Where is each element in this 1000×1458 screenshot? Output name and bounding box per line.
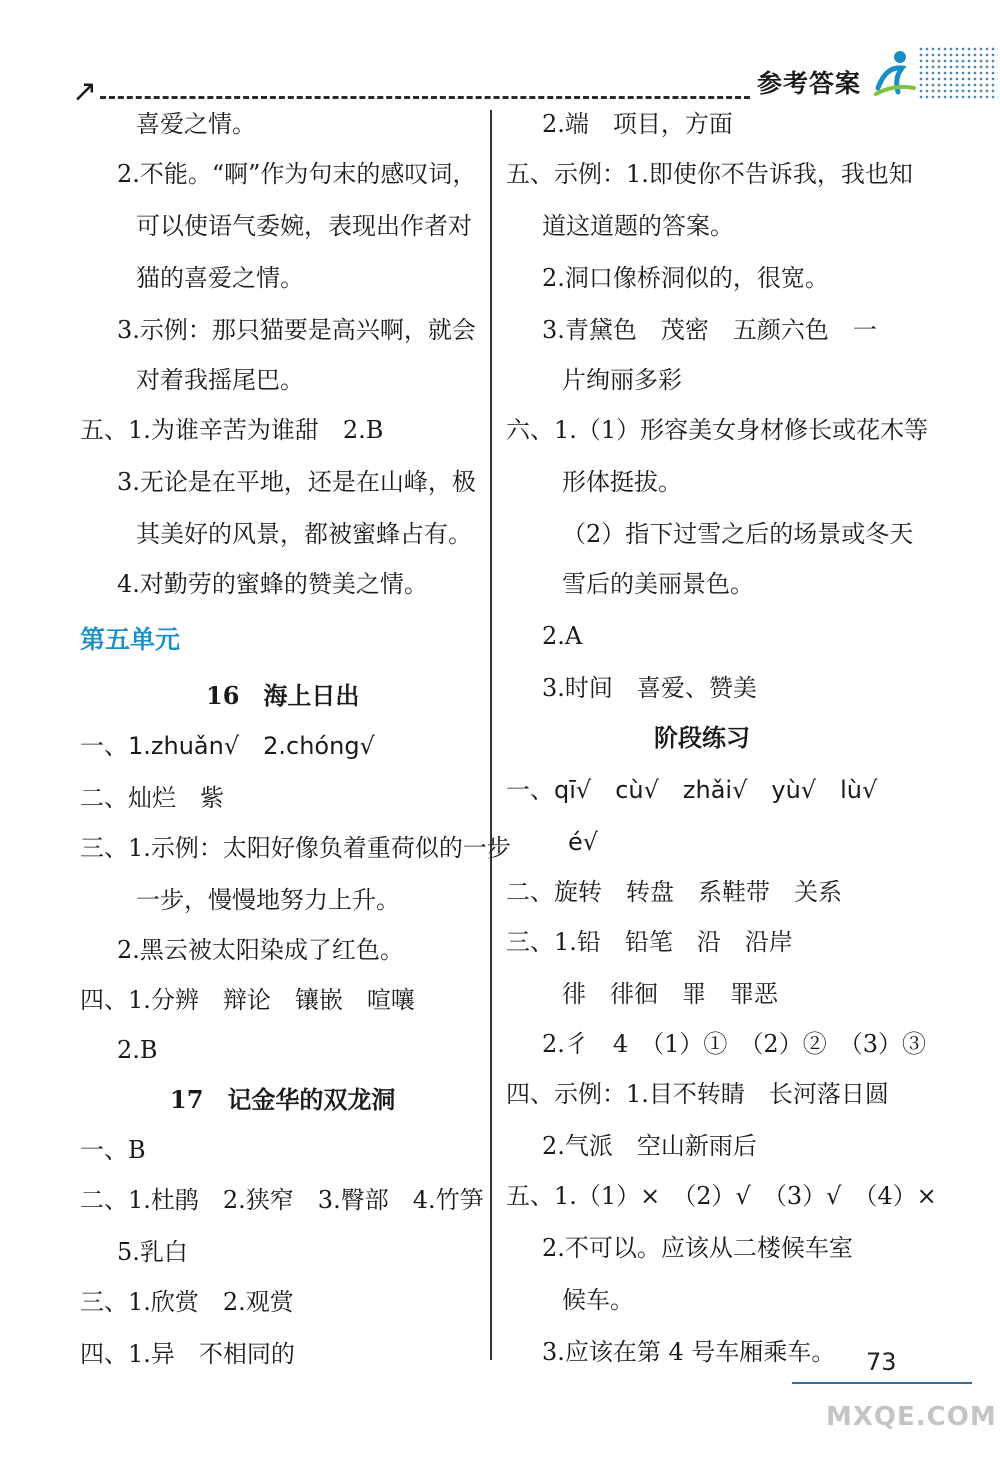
text-line: 三、1.示例：太阳好像负着重荷似的一步	[80, 834, 511, 862]
section-heading: 第五单元	[80, 625, 181, 654]
header-title: 参考答案	[757, 69, 862, 98]
text-line: 六、1.（1）形容美女身材修长或花木等	[506, 416, 929, 444]
text-line: 一、1.zhuǎn√ 2.chóng√	[80, 732, 375, 760]
text-line: 4.对勤劳的蜜蜂的赞美之情。	[117, 570, 428, 598]
text-line: 猫的喜爱之情。	[136, 264, 304, 292]
text-line: 3.青黛色 茂密 五颜六色 一	[542, 316, 877, 344]
text-line: 2.不能。“啊”作为句末的感叹词，	[117, 160, 477, 188]
text-line: 一、qī√ cù√ zhǎi√ yù√ lù√	[506, 776, 878, 804]
text-line: 喜爱之情。	[136, 110, 256, 138]
text-line: 3.应该在第 4 号车厢乘车。	[542, 1338, 836, 1366]
text-line: 2.B	[117, 1036, 158, 1064]
watermark-text: MXQE.COM	[826, 1402, 997, 1432]
text-line: 二、灿烂 紫	[80, 784, 224, 812]
text-line: 3.时间 喜爱、赞美	[542, 674, 757, 702]
text-line: 5.乳白	[117, 1238, 188, 1266]
column-divider	[490, 110, 492, 1360]
text-line: 2.不可以。应该从二楼候车室	[542, 1234, 853, 1262]
text-line: 三、1.欣赏 2.观赏	[80, 1288, 294, 1316]
decorative-dots	[918, 46, 998, 100]
figure-logo-icon	[872, 48, 916, 98]
text-line: 片绚丽多彩	[562, 366, 682, 394]
text-line: 2.彳 4 （1）① （2）② （3）③	[542, 1030, 926, 1058]
text-line: 3.无论是在平地，还是在山峰，极	[117, 468, 476, 496]
text-line: 一步，慢慢地努力上升。	[136, 886, 400, 914]
lesson-title: 16 海上日出	[206, 681, 360, 710]
text-line: 二、旋转 转盘 系鞋带 关系	[506, 878, 842, 906]
text-line: 四、1.异 不相同的	[80, 1340, 295, 1368]
header-dashed-rule	[100, 96, 750, 99]
text-line: 形体挺拔。	[562, 468, 682, 496]
text-line: 雪后的美丽景色。	[562, 570, 754, 598]
text-line: 三、1.铅 铅笔 沿 沿岸	[506, 928, 793, 956]
text-line: 其美好的风景，都被蜜蜂占有。	[136, 520, 472, 548]
text-line: 四、1.分辨 辩论 镶嵌 喧嚷	[80, 986, 415, 1014]
text-line: 五、示例：1.即使你不告诉我，我也知	[506, 160, 913, 188]
text-line: 五、1.为谁辛苦为谁甜 2.B	[80, 416, 384, 444]
text-line: 对着我摇尾巴。	[136, 366, 304, 394]
text-line: 候车。	[562, 1286, 634, 1314]
text-line: 五、1.（1）× （2）√ （3）√ （4）×	[506, 1182, 937, 1210]
text-line: 2.A	[542, 622, 583, 650]
text-line: é√	[568, 828, 599, 856]
lesson-title: 阶段练习	[654, 723, 750, 752]
text-line: 道这道题的答案。	[542, 212, 734, 240]
text-line: 可以使语气委婉，表现出作者对	[136, 212, 472, 240]
text-line: 一、B	[80, 1136, 146, 1164]
text-line: 徘 徘徊 罪 罪恶	[562, 980, 778, 1008]
text-line: 四、示例：1.目不转睛 长河落日圆	[506, 1080, 889, 1108]
text-line: 2.黑云被太阳染成了红色。	[117, 936, 404, 964]
page-header	[0, 0, 1000, 110]
text-line: 2.端 项目，方面	[542, 110, 733, 138]
text-line: 3.示例：那只猫要是高兴啊，就会	[117, 316, 476, 344]
page-number: 73	[866, 1348, 897, 1376]
text-line: （2）指下过雪之后的场景或冬天	[562, 520, 914, 548]
lesson-title: 17 记金华的双龙洞	[170, 1085, 396, 1114]
text-line: 2.洞口像桥洞似的，很宽。	[542, 264, 829, 292]
text-line: 二、1.杜鹃 2.狭窄 3.臀部 4.竹笋	[80, 1186, 484, 1214]
footer-rule	[792, 1382, 972, 1384]
corner-arrow-icon: ↗	[72, 74, 98, 109]
text-line: 2.气派 空山新雨后	[542, 1132, 757, 1160]
